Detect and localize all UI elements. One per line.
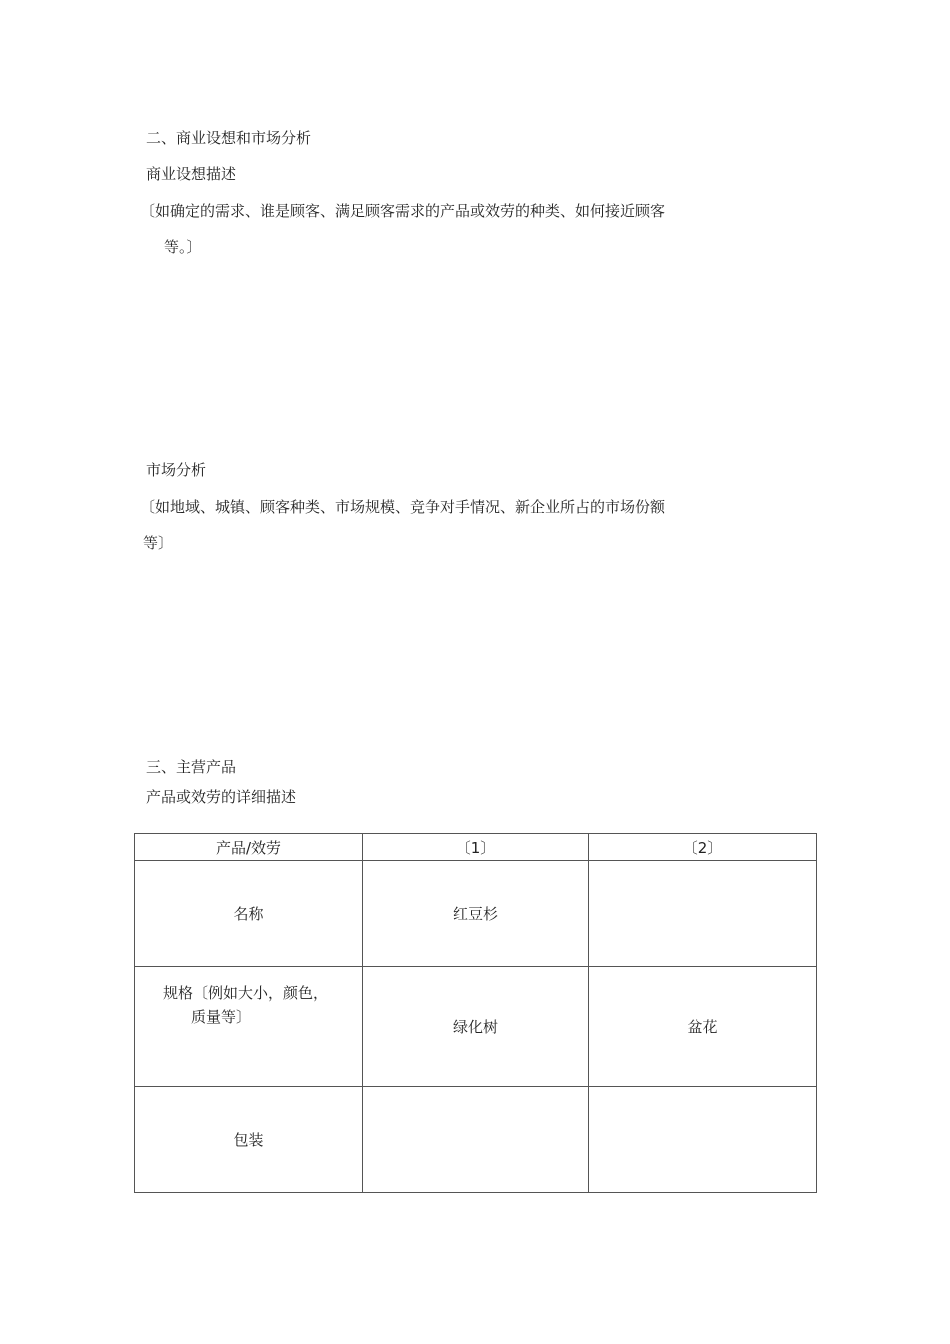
row-label-packaging: 包装	[135, 1087, 363, 1193]
section3-subtitle: 产品或效劳的详细描述	[146, 788, 297, 806]
section2-heading: 二、商业设想和市场分析	[146, 129, 312, 147]
table-header-row	[135, 834, 817, 861]
row-label-name: 名称	[135, 861, 363, 967]
concept-hint-line1: 〔如确定的需求、谁是顾客、满足顾客需求的产品或效劳的种类、如何接近顾客	[140, 202, 666, 220]
cell-packaging-2	[589, 1087, 817, 1193]
spec-label-line1: 规格〔例如大小，颜色，	[163, 984, 329, 1002]
cell-packaging-1	[363, 1087, 589, 1193]
market-title: 市场分析	[146, 461, 207, 479]
header-col-1: 〔1〕	[363, 834, 589, 861]
market-hint-line2: 等〕	[143, 534, 174, 552]
concept-title: 商业设想描述	[146, 165, 237, 183]
cell-spec-1: 绿化树	[363, 967, 589, 1087]
table-row	[135, 861, 817, 967]
table-row	[135, 1087, 817, 1193]
product-table	[134, 833, 817, 1193]
cell-name-2	[589, 861, 817, 967]
cell-name-1: 红豆杉	[363, 861, 589, 967]
section3-heading: 三、主营产品	[146, 758, 237, 776]
market-hint-line1: 〔如地域、城镇、顾客种类、市场规模、竞争对手情况、新企业所占的市场份额	[140, 498, 666, 516]
header-col-2: 〔2〕	[589, 834, 817, 861]
row-label-spec	[135, 967, 363, 1087]
table-row	[135, 967, 817, 1087]
header-product-service: 产品/效劳	[135, 834, 363, 861]
cell-spec-2: 盆花	[589, 967, 817, 1087]
spec-label-line2: 质量等〕	[191, 1008, 252, 1026]
concept-hint-line2: 等。〕	[164, 238, 202, 256]
